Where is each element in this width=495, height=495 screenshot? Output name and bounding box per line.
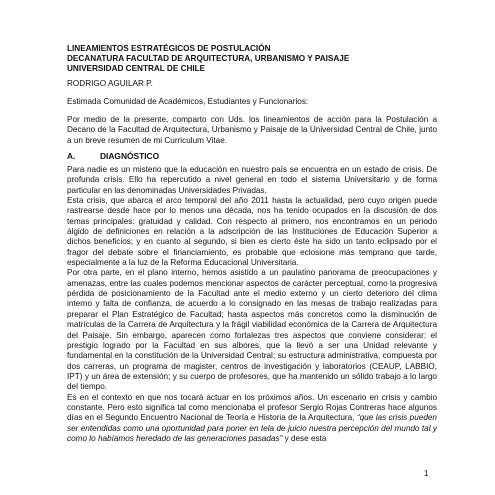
- body-paragraph-4-end: y dese esta: [282, 433, 327, 443]
- greeting: Estimada Comunidad de Académicos, Estudiantes y Funcionarios:: [67, 97, 309, 106]
- section-title: DIAGNÓSTICO: [100, 151, 160, 161]
- section-letter: A.: [67, 151, 76, 161]
- document-heading: [67, 44, 437, 74]
- heading-line-1: LINEAMIENTOS ESTRATÉGICOS DE POSTULACIÓN: [67, 44, 271, 53]
- body-paragraph-2: Esta crisis, que abarca el arco temporal del año 2011 hasta la actualidad, pero cuyo origen puede rastrearse desde hace por lo menos una década, nos ha tenido ocupados en la discusión de dos temas principales: gratuidad y calidad. Con respecto al primero, nos encontramos en un periodo álgido de definiciones en relación a la adscripción de las Instituciones de Educación Superior a dichos beneficios; y en cuanto al segundo, si bien es cierto éste ha sido un tanto eclipsado por el fragor del debate sobre el financiamiento, es probable que eclosione más temprano que tarde, especialmente a la luz de la Reforma Educacional Universitaria.: [67, 196, 437, 268]
- body-paragraph-1: Para nadie es un misterio que la educación en nuestro país se encuentra en un estado de crisis. De profunda crisis. Ello ha repercutido a nivel general en todo el sistema Universitario y de forma particular en las denominadas Universidades Privadas.: [67, 165, 437, 195]
- page-number: 1: [424, 469, 429, 478]
- heading-line-3: UNIVERSIDAD CENTRAL DE CHILE: [67, 64, 206, 73]
- author-name: RODRIGO AGUILAR P.: [67, 79, 153, 88]
- body-paragraph-4-start: Es en el contexto en que nos tocará actuar en los próximos años. Un escenario en crisis y cambio constante. Pero esto significa tal como mencionaba el profesor Sergio Rojas Contreras hace algunos días en el Segundo Encuentro Nacional de Teoría e Historia de la Arquitectura,: [67, 392, 437, 423]
- body-quote: “que las crisis pueden ser entendidas como una oportunidad para poner en tela de juicio nuestra percepción del mundo tal y como lo habíamos heredado de las generaciones pasadas”: [67, 413, 437, 443]
- body-paragraph-4: [67, 393, 437, 445]
- heading-line-2: DECANATURA FACULTAD DE ARQUITECTURA, URBANISMO Y PAISAJE: [67, 54, 350, 63]
- section-heading: [67, 151, 159, 161]
- body-paragraph-3: Por otra parte, en el plano interno, hemos asistido a un paulatino panorama de preocupaciones y amenazas, entre las cuales podemos mencionar aspectos de carácter perceptual, como la progresiva pérdida de posicionamiento de la Facultad ante el medio externo y un cierto deterioro del clima interno y falta de confianza, de acuerdo a lo consignado en las mesas de trabajo realizadas para preparar el Plan Estratégico de Facultad; hasta aspectos más concretos como la disminución de matrículas de la Carrera de Arquitectura y la frágil viabilidad económica de la Carrera de Arquitectura del Paisaje. Sin embargo, aparecen como fortalezas tres aspectos que conviene considerar: el prestigio logrado por la Facultad en sus albores, que la llevó a ser una Unidad relevante y fundamental en la constitución de la Universidad Central; su estructura administrativa, compuesta por dos carreras, un programa de magister, centros de investigación y laboratorios (CEAUP, LABBIO, IPT) y un área de extensión; y su cuerpo de profesores, que ha mantenido un sólido trabajo a lo largo del tiempo.: [67, 268, 437, 392]
- intro-paragraph: Por medio de la presente, comparto con Uds. los lineamientos de acción para la Postulación a Decano de la Facultad de Arquitectura, Urbanismo y Paisaje de la Universidad Central de Chile, junto a un breve resumen de mi Curriculum Vitae.: [67, 115, 437, 145]
- section-body: [67, 165, 437, 444]
